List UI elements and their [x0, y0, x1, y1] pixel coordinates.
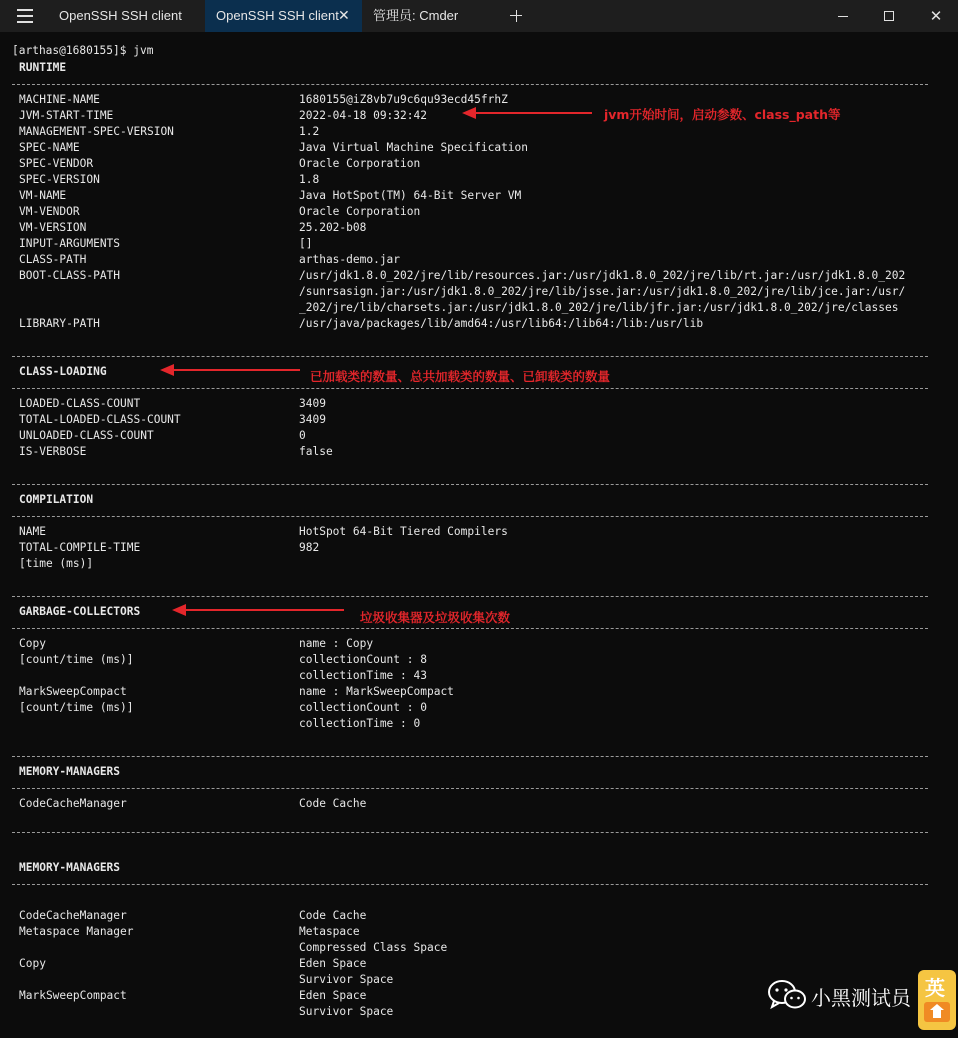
row-value: Code Cache: [299, 797, 367, 810]
maximize-icon: [884, 11, 894, 21]
row-key: TOTAL-LOADED-CLASS-COUNT: [19, 413, 181, 426]
row-key: JVM-START-TIME: [19, 109, 114, 122]
row-key: VM-NAME: [19, 189, 67, 202]
row-value: /usr/jdk1.8.0_202/jre/lib/resources.jar:/usr/jdk1.8.0_202/jre/lib/rt.jar:/usr/jdk1.8.0_202: [299, 269, 906, 282]
row-key: TOTAL-COMPILE-TIME: [19, 541, 141, 554]
row-value: collectionTime : 0: [299, 717, 421, 730]
row-key: NAME: [19, 525, 46, 538]
row-key: CLASS-PATH: [19, 253, 87, 266]
tab-cmder[interactable]: [362, 0, 497, 32]
row-key: MarkSweepCompact: [19, 685, 127, 698]
section-header-runtime: RUNTIME: [19, 61, 67, 74]
separator: [12, 884, 928, 885]
row-value: 1.8: [299, 173, 320, 186]
row-value: 982: [299, 541, 320, 554]
row-value: Java HotSpot(TM) 64-Bit Server VM: [299, 189, 522, 202]
row-value: arthas-demo.jar: [299, 253, 401, 266]
row-value: Survivor Space: [299, 1005, 394, 1018]
separator: [12, 756, 928, 757]
section-header-class-loading: CLASS-LOADING: [19, 365, 107, 378]
row-value: Eden Space: [299, 957, 367, 970]
row-key: CodeCacheManager: [19, 909, 127, 922]
wechat-logo-icon: [767, 978, 807, 1012]
separator: [12, 84, 928, 85]
separator: [12, 388, 928, 389]
annotation-arrow: [172, 604, 344, 616]
separator: [12, 596, 928, 597]
row-key: [time (ms)]: [19, 557, 94, 570]
row-value: Compressed Class Space: [299, 941, 448, 954]
tab-close-icon[interactable]: ✕: [338, 8, 350, 24]
row-value: name : MarkSweepCompact: [299, 685, 454, 698]
row-key: MACHINE-NAME: [19, 93, 100, 106]
row-value: 1680155@iZ8vb7u9c6qu93ecd45frhZ: [299, 93, 508, 106]
row-key: [count/time (ms)]: [19, 653, 134, 666]
row-key: BOOT-CLASS-PATH: [19, 269, 121, 282]
annotation-gc: 垃圾收集器及垃圾收集次数: [360, 610, 511, 625]
separator: [12, 516, 928, 517]
row-value: Metaspace: [299, 925, 360, 938]
annotation-class-loading: 已加载类的数量、总共加载类的数量、已卸载类的数量: [310, 369, 611, 384]
row-value: 3409: [299, 413, 326, 426]
annotation-arrow: [160, 364, 300, 376]
row-key: SPEC-VERSION: [19, 173, 100, 186]
row-value: HotSpot 64-Bit Tiered Compilers: [299, 525, 508, 538]
row-value: collectionTime : 43: [299, 669, 427, 682]
row-key: SPEC-VENDOR: [19, 157, 94, 170]
separator: [12, 356, 928, 357]
row-value: /sunrsasign.jar:/usr/jdk1.8.0_202/jre/lib/jsse.jar:/usr/jdk1.8.0_202/jre/lib/jce.jar:/usr/: [299, 285, 906, 298]
row-value: Survivor Space: [299, 973, 394, 986]
row-value: name : Copy: [299, 637, 374, 650]
watermark-text: 小黑测试员: [811, 986, 911, 1010]
row-value: 2022-04-18 09:32:42: [299, 109, 427, 122]
maximize-button[interactable]: [866, 0, 912, 32]
separator: [12, 832, 928, 833]
row-value: /usr/java/packages/lib/amd64:/usr/lib64:/lib64:/lib:/usr/lib: [299, 317, 704, 330]
close-icon: ✕: [929, 7, 943, 25]
annotation-runtime: jvm开始时间，启动参数、class_path等: [604, 107, 841, 122]
close-button[interactable]: [912, 0, 958, 32]
row-value: 1.2: [299, 125, 320, 138]
section-header-compilation: COMPILATION: [19, 493, 94, 506]
row-value: 3409: [299, 397, 326, 410]
ime-badge: [918, 970, 956, 1030]
row-value: []: [299, 237, 313, 250]
row-value: false: [299, 445, 333, 458]
row-key: IS-VERBOSE: [19, 445, 87, 458]
tab-bar: [0, 0, 958, 32]
row-value: _202/jre/lib/charsets.jar:/usr/jdk1.8.0_202/jre/lib/jfr.jar:/usr/jdk1.8.0_202/jre/classes: [299, 301, 899, 314]
tab-label: 管理员: Cmder: [373, 8, 459, 23]
row-key: Copy: [19, 637, 46, 650]
row-value: 25.202-b08: [299, 221, 367, 234]
row-key: CodeCacheManager: [19, 797, 127, 810]
row-value: Eden Space: [299, 989, 367, 1002]
row-key: MANAGEMENT-SPEC-VERSION: [19, 125, 174, 138]
section-header-memory-managers: MEMORY-MANAGERS: [19, 765, 121, 778]
separator: [12, 788, 928, 789]
row-key: Copy: [19, 957, 46, 970]
row-key: LOADED-CLASS-COUNT: [19, 397, 141, 410]
row-key: LIBRARY-PATH: [19, 317, 100, 330]
row-key: INPUT-ARGUMENTS: [19, 237, 121, 250]
row-value: Oracle Corporation: [299, 157, 421, 170]
command-prompt: [arthas@1680155]$ jvm: [12, 44, 154, 57]
row-key: MarkSweepCompact: [19, 989, 127, 1002]
separator: [12, 628, 928, 629]
row-key: SPEC-NAME: [19, 141, 80, 154]
ime-badge-label: 英: [925, 976, 945, 1000]
row-value: collectionCount : 8: [299, 653, 427, 666]
row-value: Java Virtual Machine Specification: [299, 141, 529, 154]
tab-openssh-1[interactable]: [46, 0, 201, 32]
section-header-memory-managers: MEMORY-MANAGERS: [19, 861, 121, 874]
separator: [12, 484, 928, 485]
row-value: Code Cache: [299, 909, 367, 922]
row-value: 0: [299, 429, 306, 442]
tab-label: OpenSSH SSH client: [59, 8, 182, 23]
menu-icon[interactable]: [10, 6, 38, 26]
annotation-arrow: [462, 107, 592, 119]
row-key: VM-VENDOR: [19, 205, 80, 218]
row-key: UNLOADED-CLASS-COUNT: [19, 429, 154, 442]
tab-label: OpenSSH SSH client: [216, 8, 339, 23]
new-tab-plus-icon[interactable]: [507, 3, 525, 29]
row-value: collectionCount : 0: [299, 701, 427, 714]
section-header-garbage-collectors: GARBAGE-COLLECTORS: [19, 605, 141, 618]
row-key: Metaspace Manager: [19, 925, 134, 938]
row-key: VM-VERSION: [19, 221, 87, 234]
row-key: [count/time (ms)]: [19, 701, 134, 714]
row-value: Oracle Corporation: [299, 205, 421, 218]
minimize-icon: [838, 16, 848, 17]
minimize-button[interactable]: [820, 0, 866, 32]
